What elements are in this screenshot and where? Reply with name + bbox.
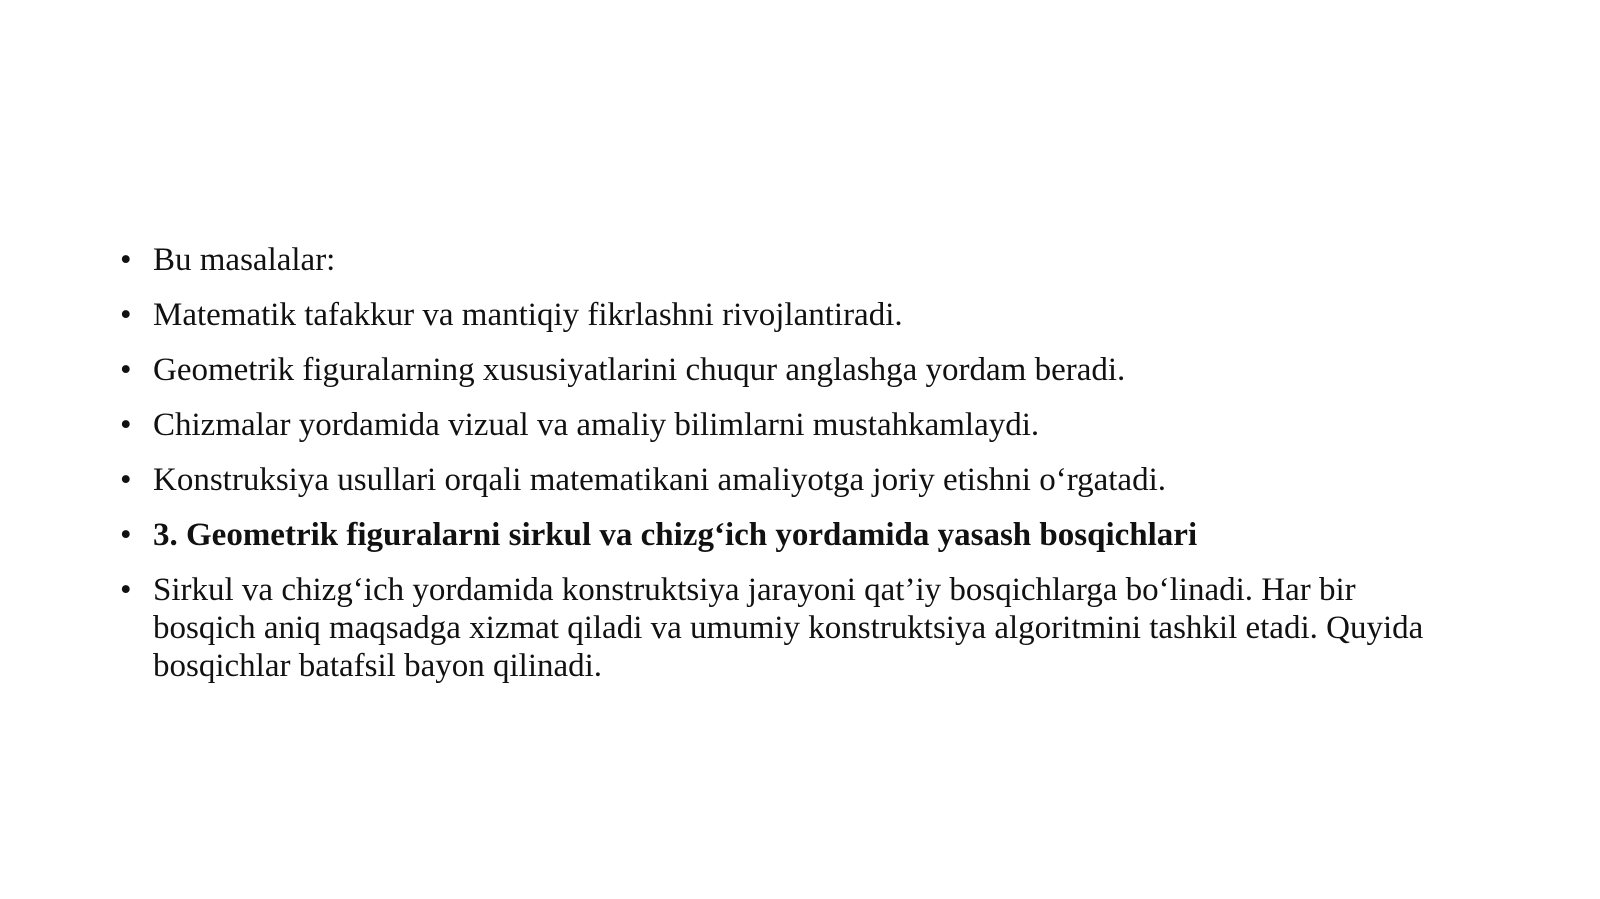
bullet-text: Chizmalar yordamida vizual va amaliy bilimlarni mustahkamlaydi. [153, 407, 1040, 443]
bullet-text: Konstruksiya usullari orqali matematikani amaliyotga joriy etishni o‘rgatadi. [153, 462, 1166, 498]
bullet-text: Sirkul va chizg‘ich yordamida konstruktsiya jarayoni qat’iy bosqichlarga bo‘linadi. Har bir bosqich aniq maqsadga xizmat qiladi va umumiy konstruktsiya algoritmini tashkil etadi. Quyida bosqichlar batafsil bayon qilinadi. [153, 572, 1424, 684]
bullet-item [120, 351, 1460, 389]
bullet-dot-icon: • [120, 572, 132, 608]
bullet-item [120, 461, 1460, 499]
section-heading-text: 3. Geometrik figuralarni sirkul va chizg‘ich yordamida yasash bosqichlari [153, 517, 1198, 553]
bullet-text: Bu masalalar: [153, 242, 336, 278]
section-heading [120, 516, 1460, 554]
bullet-item [120, 296, 1460, 334]
bullet-dot-icon: • [120, 462, 132, 498]
bullet-dot-icon: • [120, 517, 132, 553]
bullet-item [120, 571, 1460, 685]
bullet-list [120, 241, 1460, 702]
bullet-dot-icon: • [120, 297, 132, 333]
bullet-dot-icon: • [120, 352, 132, 388]
bullet-item [120, 241, 1460, 279]
bullet-dot-icon: • [120, 242, 132, 278]
bullet-text: Matematik tafakkur va mantiqiy fikrlashni rivojlantiradi. [153, 297, 903, 333]
bullet-text: Geometrik figuralarning xususiyatlarini chuqur anglashga yordam beradi. [153, 352, 1126, 388]
bullet-item [120, 406, 1460, 444]
bullet-dot-icon: • [120, 407, 132, 443]
